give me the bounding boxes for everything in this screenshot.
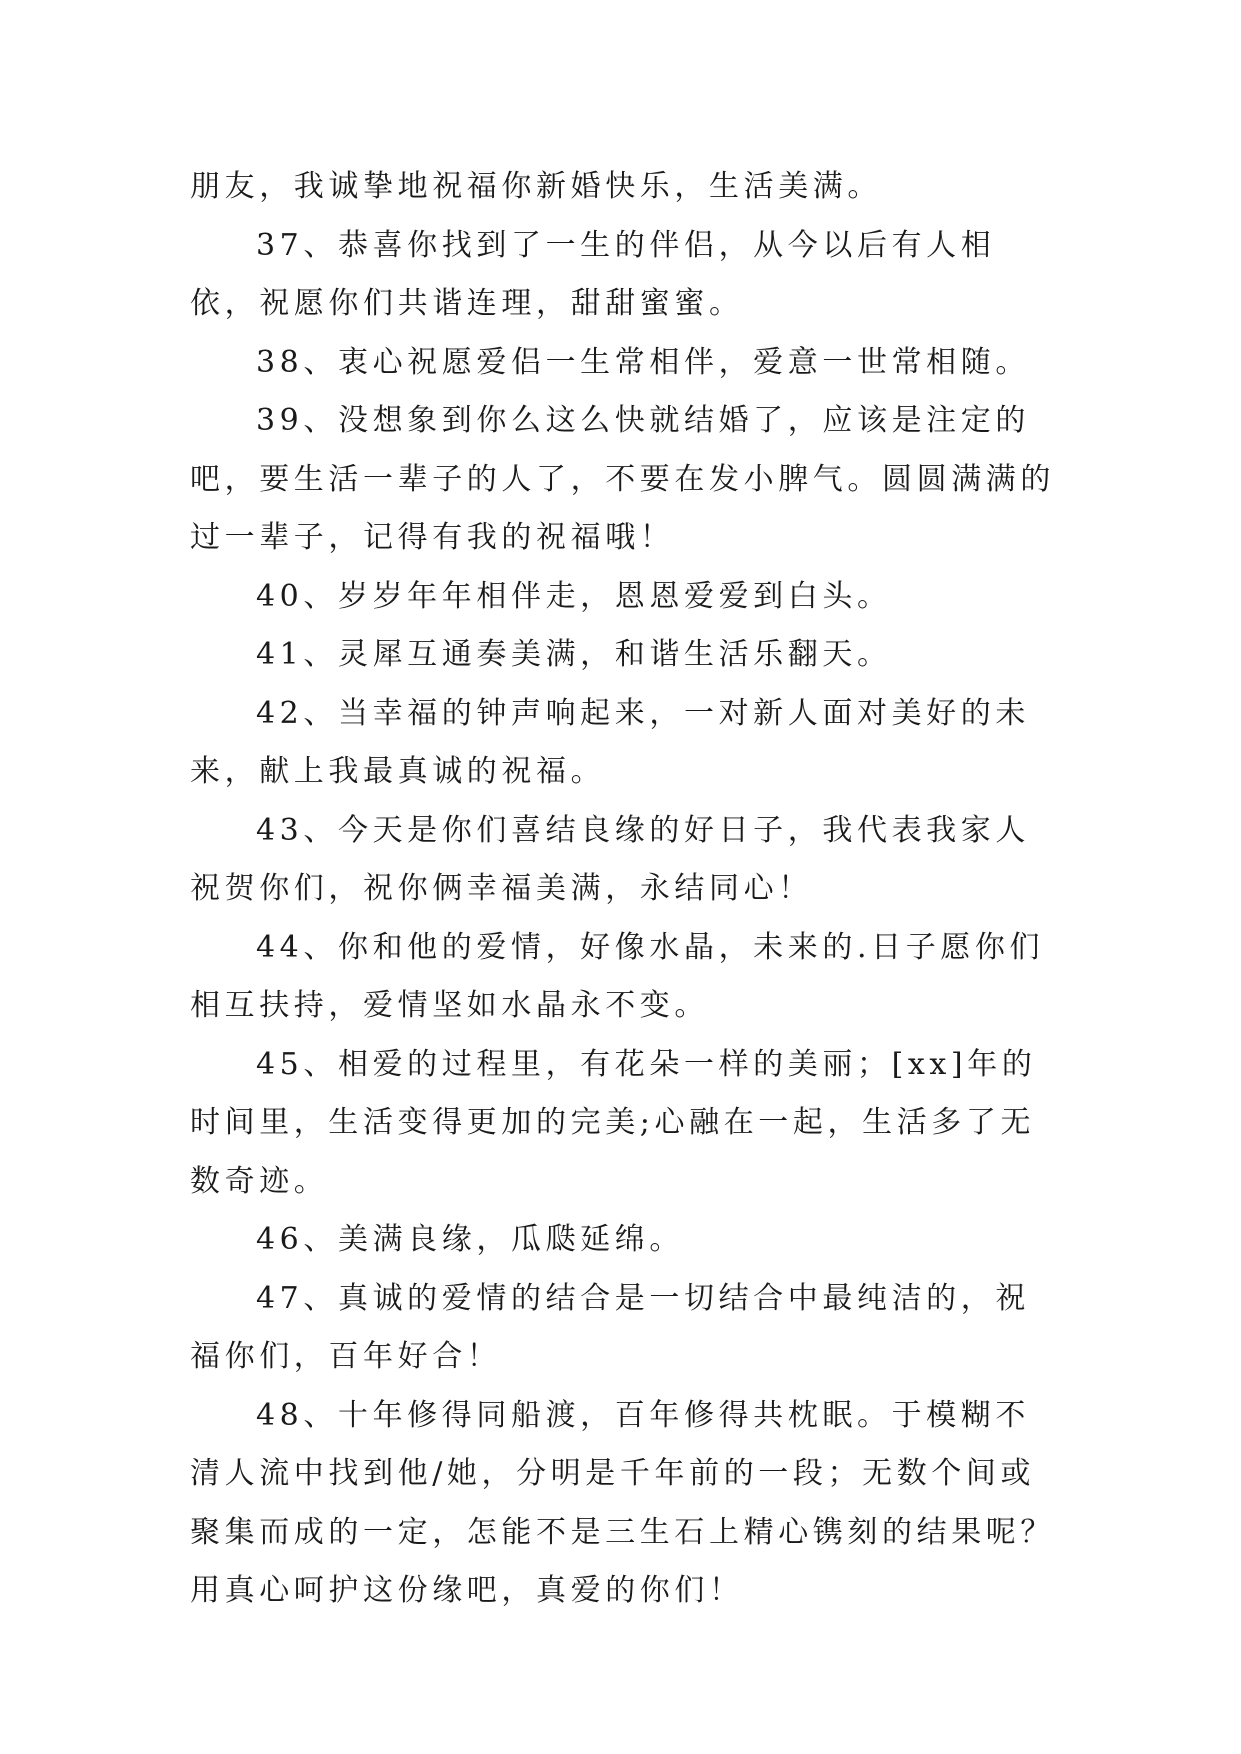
- paragraph-39: 39、没想象到你么这么快就结婚了，应该是注定的吧，要生活一辈子的人了，不要在发小脾气。圆圆满满的过一辈子，记得有我的祝福哦！: [190, 403, 1055, 555]
- paragraph-40: 40、岁岁年年相伴走，恩恩爱爱到白头。: [256, 578, 892, 614]
- paragraph-42: 42、当幸福的钟声响起来，一对新人面对美好的未来，献上我最真诚的祝福。: [190, 695, 1030, 789]
- paragraph-37: 37、恭喜你找到了一生的伴侣，从今以后有人相依，祝愿你们共谐连理，甜甜蜜蜜。: [190, 227, 996, 321]
- paragraph-continued: 朋友，我诚挚地祝福你新婚快乐，生活美满。: [190, 169, 882, 204]
- paragraph-38: 38、衷心祝愿爱侣一生常相伴，爱意一世常相随。: [256, 344, 1030, 380]
- paragraph-44: 44、你和他的爱情，好像水晶，未来的.日子愿你们相互扶持，爱情坚如水晶永不变。: [190, 929, 1045, 1023]
- body-text: [190, 158, 1060, 1621]
- paragraph-48: 48、十年修得同船渡，百年修得共枕眠。于模糊不清人流中找到他/她，分明是千年前的一段；无数个间或聚集而成的一定，怎能不是三生石上精心镌刻的结果呢？用真心呵护这份缘吧，真爱的你们！: [190, 1397, 1055, 1608]
- paragraph-47: 47、真诚的爱情的结合是一切结合中最纯洁的，祝福你们，百年好合！: [190, 1280, 1030, 1374]
- paragraph-45: 45、相爱的过程里，有花朵一样的美丽；[xx]年的时间里，生活变得更加的完美;心融在一起，生活多了无数奇迹。: [190, 1046, 1037, 1199]
- paragraph-46: 46、美满良缘，瓜瓞延绵。: [256, 1222, 684, 1257]
- paragraph-41: 41、灵犀互通奏美满，和谐生活乐翻天。: [256, 637, 892, 672]
- paragraph-43: 43、今天是你们喜结良缘的好日子，我代表我家人祝贺你们，祝你俩幸福美满，永结同心！: [190, 812, 1030, 906]
